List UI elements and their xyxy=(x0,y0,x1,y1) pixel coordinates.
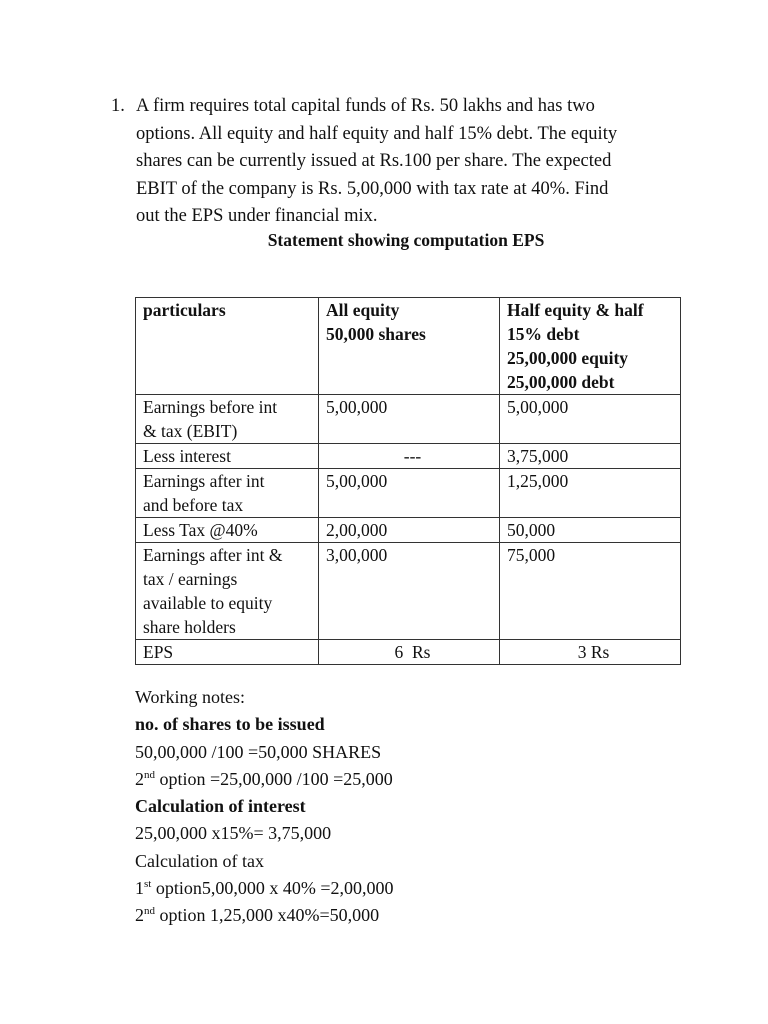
question xyxy=(111,93,681,231)
question-text xyxy=(136,93,681,231)
ordinal: 2 xyxy=(135,768,144,789)
table-heading: Statement showing computation EPS xyxy=(267,230,545,250)
eps-table xyxy=(135,297,681,665)
label-line: Earnings before int xyxy=(143,397,278,417)
cell-all-equity: --- xyxy=(319,444,500,469)
row-label-ebit xyxy=(136,395,319,444)
table-row xyxy=(136,444,681,469)
shares-heading: no. of shares to be issued xyxy=(135,714,325,735)
cell-half: 50,000 xyxy=(500,518,681,543)
header-half-equity xyxy=(500,298,681,395)
cell-all-equity: 6 Rs xyxy=(319,640,500,665)
ordinal-suffix: nd xyxy=(144,905,155,918)
header-line: 50,000 shares xyxy=(326,324,426,344)
notes-title: Working notes: xyxy=(135,687,246,707)
ordinal: 1 xyxy=(135,878,144,899)
table-header-row xyxy=(136,298,681,395)
note-text: option 1,25,000 x40%=50,000 xyxy=(155,905,380,926)
row-label-eait xyxy=(136,543,319,640)
question-line: shares can be currently issued at Rs.100 per share. The expected xyxy=(136,151,612,171)
row-label-eps: EPS xyxy=(136,640,319,665)
note-text: option =25,00,000 /100 =25,000 xyxy=(155,768,393,789)
label-line: available to equity xyxy=(143,593,273,613)
header-line: 25,00,000 debt xyxy=(507,372,615,392)
tax-line-1 xyxy=(135,875,394,902)
question-number: 1. xyxy=(111,96,125,116)
label-line: tax / earnings xyxy=(143,569,238,589)
row-label-eat xyxy=(136,469,319,518)
label-line: & tax (EBIT) xyxy=(143,421,238,441)
cell-all-equity: 5,00,000 xyxy=(319,395,500,444)
label-line: Earnings after int & xyxy=(143,545,283,565)
table-row xyxy=(136,395,681,444)
interest-line: 25,00,000 x15%= 3,75,000 xyxy=(135,823,332,844)
table-row xyxy=(136,518,681,543)
row-label-interest: Less interest xyxy=(136,444,319,469)
label-line: share holders xyxy=(143,617,236,637)
interest-heading: Calculation of interest xyxy=(135,796,306,817)
cell-half: 75,000 xyxy=(500,543,681,640)
shares-line: 50,00,000 /100 =50,000 SHARES xyxy=(135,741,382,762)
header-particulars: particulars xyxy=(136,298,319,395)
question-line: out the EPS under financial mix. xyxy=(136,206,378,226)
header-line: All equity xyxy=(326,300,400,320)
ordinal-suffix: nd xyxy=(144,768,155,781)
cell-half: 5,00,000 xyxy=(500,395,681,444)
cell-all-equity: 3,00,000 xyxy=(319,543,500,640)
cell-half: 3,75,000 xyxy=(500,444,681,469)
header-line: 25,00,000 equity xyxy=(507,348,629,368)
ordinal: 2 xyxy=(135,905,144,926)
tax-heading: Calculation of tax xyxy=(135,850,264,871)
cell-half: 1,25,000 xyxy=(500,469,681,518)
label-line: and before tax xyxy=(143,495,244,515)
note-text: option5,00,000 x 40% =2,00,000 xyxy=(151,878,394,899)
cell-all-equity: 5,00,000 xyxy=(319,469,500,518)
question-line: A firm requires total capital funds of Rs. 50 lakhs and has two xyxy=(136,96,595,116)
header-line: Half equity & half xyxy=(507,300,644,320)
question-line: options. All equity and half equity and half 15% debt. The equity xyxy=(136,123,618,144)
header-all-equity xyxy=(319,298,500,395)
question-line: EBIT of the company is Rs. 5,00,000 with tax rate at 40%. Find xyxy=(136,178,609,199)
table-row xyxy=(136,543,681,640)
ordinal-suffix: st xyxy=(144,878,152,891)
shares-line-2 xyxy=(135,766,394,793)
cell-all-equity: 2,00,000 xyxy=(319,518,500,543)
tax-line-2 xyxy=(135,902,394,929)
row-label-tax: Less Tax @40% xyxy=(136,518,319,543)
cell-half: 3 Rs xyxy=(500,640,681,665)
working-notes xyxy=(135,684,394,930)
header-line: 15% debt xyxy=(507,324,580,344)
table-row xyxy=(136,640,681,665)
label-line: Earnings after int xyxy=(143,471,265,491)
table-row xyxy=(136,469,681,518)
